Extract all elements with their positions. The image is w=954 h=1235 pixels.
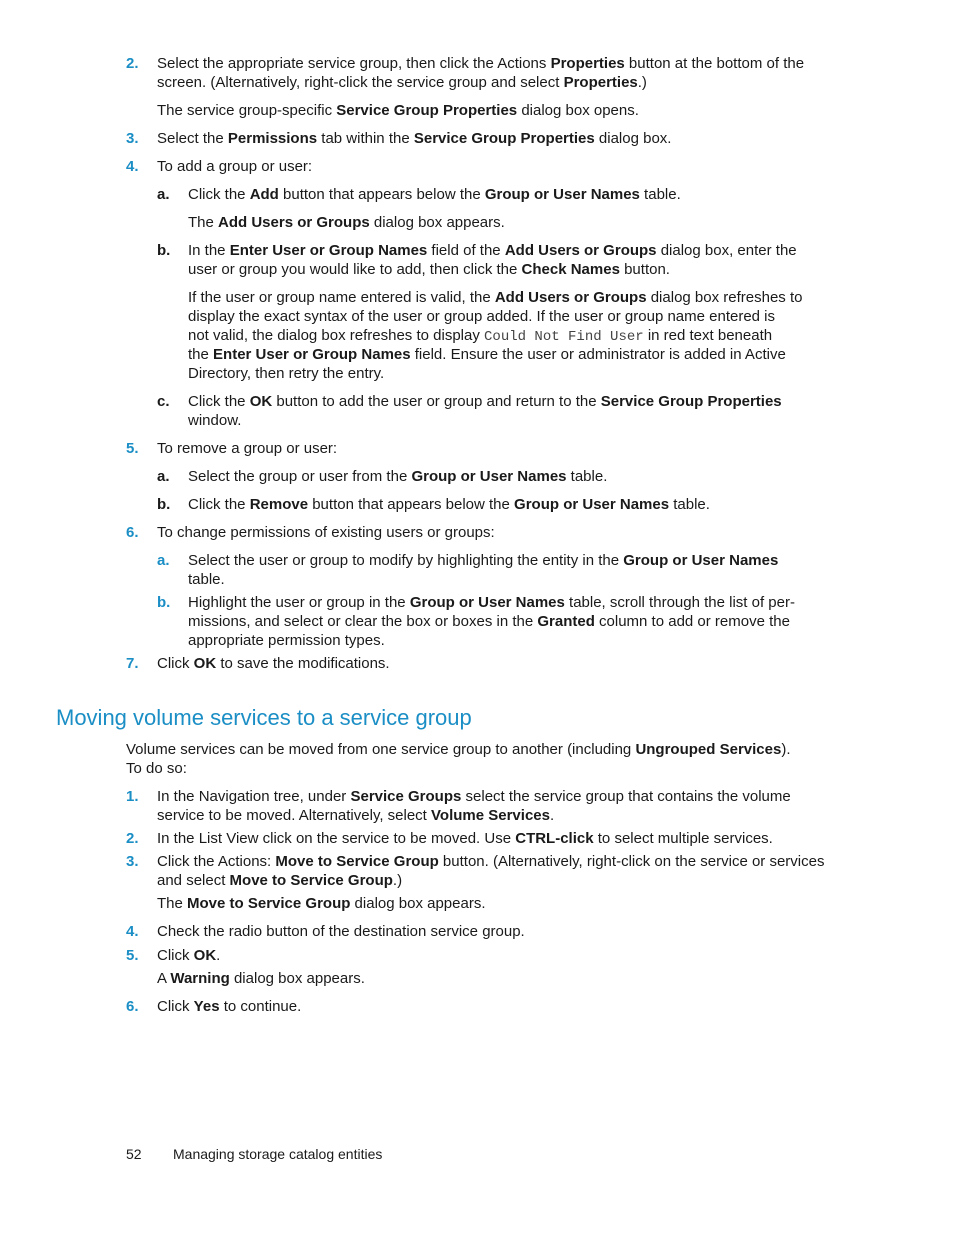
substep-note: the Enter User or Group Names field. Ensure the user or administrator is added in Active (188, 346, 786, 363)
step-text: Select the appropriate service group, then click the Actions Properties button at the bottom of the (157, 55, 805, 72)
substep-text: Click the Remove button that appears below the Group or User Names table. (188, 496, 710, 513)
step-text: service to be moved. Alternatively, select Volume Services. (157, 807, 555, 824)
step-number: 6. (126, 524, 139, 541)
step-number: 4. (126, 923, 139, 940)
substep-note: Directory, then retry the entry. (188, 365, 385, 382)
step-number: 2. (126, 55, 139, 72)
substep-text: Click the Add button that appears below the Group or User Names table. (188, 186, 681, 203)
step-number: 1. (126, 788, 139, 805)
substep-note: not valid, the dialog box refreshes to display Could Not Find User in red text beneath (188, 327, 773, 345)
step-number: 3. (126, 130, 139, 147)
step-text: Click OK. (157, 947, 221, 964)
substep-letter: b. (157, 242, 171, 259)
step-number: 4. (126, 158, 139, 175)
step-text: Check the radio button of the destination service group. (157, 923, 525, 940)
substep-text: missions, and select or clear the box or boxes in the Granted column to add or remove the (188, 613, 790, 630)
substep-note: If the user or group name entered is valid, the Add Users or Groups dialog box refreshes to (188, 289, 803, 306)
substep-note: display the exact syntax of the user or group added. If the user or group name entered is (188, 308, 776, 325)
substep-text: Highlight the user or group in the Group or User Names table, scroll through the list of per- (188, 594, 795, 611)
substep-text: appropriate permission types. (188, 632, 385, 649)
substep-letter: b. (157, 496, 171, 513)
step-number: 5. (126, 947, 139, 964)
step-number: 3. (126, 853, 139, 870)
page-number: 52 (126, 1146, 142, 1162)
step-text: To add a group or user: (157, 158, 313, 175)
step-number: 7. (126, 655, 139, 672)
intro-paragraph: Volume services can be moved from one service group to another (including Ungrouped Services). (126, 741, 791, 758)
step-text: and select Move to Service Group.) (157, 872, 403, 889)
step-text: Select the Permissions tab within the Service Group Properties dialog box. (157, 130, 672, 147)
step-text: Click the Actions: Move to Service Group button. (Alternatively, right-click on the service or services (157, 853, 825, 870)
error-message-code: Could Not Find User (484, 329, 644, 345)
step-text: In the Navigation tree, under Service Groups select the service group that contains the volume (157, 788, 791, 805)
substep-text: Select the user or group to modify by highlighting the entity in the Group or User Names (188, 552, 779, 569)
step-number: 6. (126, 998, 139, 1015)
step-text: screen. (Alternatively, right-click the service group and select Properties.) (157, 74, 647, 91)
step-text: In the List View click on the service to be moved. Use CTRL-click to select multiple services. (157, 830, 773, 847)
step-number: 2. (126, 830, 139, 847)
substep-letter: c. (157, 393, 170, 410)
substep-note: The Add Users or Groups dialog box appears. (188, 214, 505, 231)
step-text: Click OK to save the modifications. (157, 655, 390, 672)
substep-text: table. (188, 571, 225, 588)
step-number: 5. (126, 440, 139, 457)
substep-text: user or group you would like to add, then click the Check Names button. (188, 261, 670, 278)
substep-text: Select the group or user from the Group or User Names table. (188, 468, 608, 485)
step-text: To change permissions of existing users or groups: (157, 524, 495, 541)
substep-letter: a. (157, 186, 170, 203)
substep-text: window. (188, 412, 242, 429)
intro-paragraph: To do so: (126, 760, 187, 777)
substep-text: In the Enter User or Group Names field of the Add Users or Groups dialog box, enter the (188, 242, 797, 259)
step-note: The service group-specific Service Group Properties dialog box opens. (157, 102, 639, 119)
step-text: To remove a group or user: (157, 440, 338, 457)
substep-text: Click the OK button to add the user or group and return to the Service Group Properties (188, 393, 782, 410)
substep-letter: b. (157, 594, 171, 611)
step-text: Click Yes to continue. (157, 998, 302, 1015)
chapter-title: Managing storage catalog entities (173, 1146, 383, 1162)
substep-letter: a. (157, 468, 170, 485)
step-note: The Move to Service Group dialog box appears. (157, 895, 486, 912)
substep-letter: a. (157, 552, 170, 569)
section-heading: Moving volume services to a service group (56, 705, 472, 730)
step-note: A Warning dialog box appears. (157, 970, 365, 987)
